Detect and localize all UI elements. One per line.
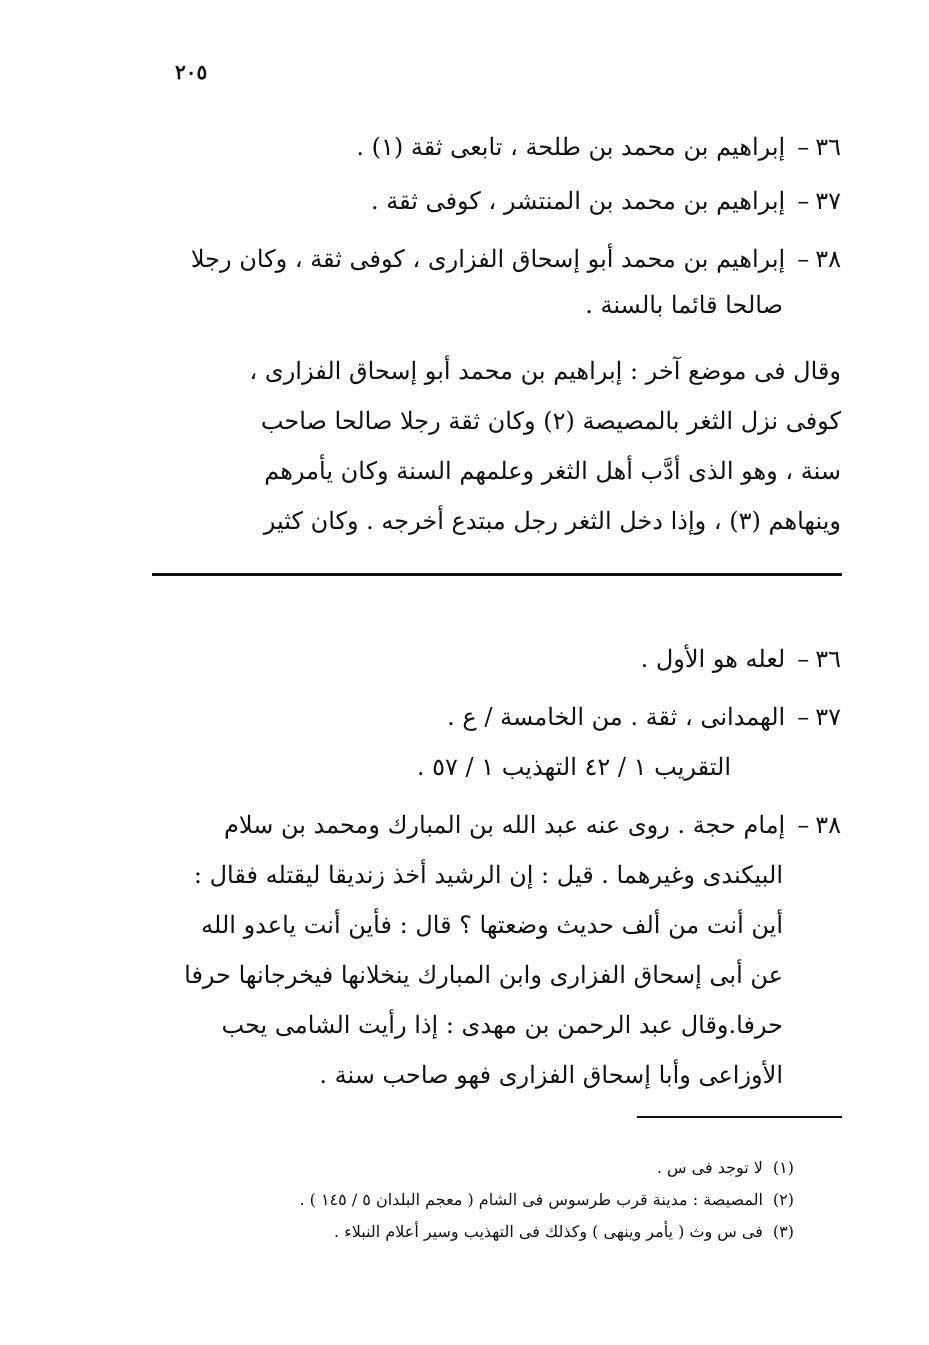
paragraph-line: سنة ، وهو الذى أدَّب أهل الثغر وعلمهم السنة وكان يأمرهم — [264, 457, 841, 485]
footnote-number: (٣) — [772, 1222, 794, 1241]
entry-text: إبراهيم بن محمد أبو إسحاق الفزارى ، كوفى ثقة ، وكان رجلا — [190, 245, 786, 273]
paragraph-line: كوفى نزل الثغر بالمصيصة (٢) وكان ثقة رجلا صالحا صاحب — [260, 407, 841, 435]
comment-dash: – — [797, 645, 810, 673]
section-divider — [152, 573, 842, 576]
page-number: ٢٠٥ — [175, 60, 208, 84]
comment-text: إمام حجة . روى عنه عبد الله بن المبارك ومحمد بن سلام — [224, 811, 786, 839]
comment-number: ٣٨ — [815, 811, 841, 839]
entry-text: إبراهيم بن محمد بن طلحة ، تابعى ثقة (١) . — [356, 133, 786, 161]
entry-38 — [141, 236, 841, 328]
footnote-2 — [154, 1184, 794, 1216]
comment-text: الهمدانى ، ثقة . من الخامسة / ع . — [447, 703, 786, 731]
comment-line: عن أبى إسحاق الفزارى وابن المبارك ينخلانها فيخرجانها حرفا — [184, 961, 783, 989]
footnote-number: (١) — [772, 1158, 794, 1177]
entry-text: إبراهيم بن محمد بن المنتشر ، كوفى ثقة . — [370, 187, 786, 215]
footnote-text: فى س وث ( يأمر وينهى ) وكذلك فى التهذيب وسير أعلام النبلاء . — [334, 1222, 763, 1241]
footnote-3 — [154, 1216, 794, 1248]
comment-dash: – — [797, 811, 810, 839]
body-paragraph — [141, 346, 841, 546]
comment-37 — [141, 692, 841, 792]
comment-number: ٣٦ — [815, 645, 841, 673]
footnote-text: المصيصة : مدينة قرب طرسوس فى الشام ( معجم البلدان ٥ / ١٤٥ ) . — [299, 1190, 763, 1209]
entry-36 — [141, 124, 841, 170]
entry-number: ٣٦ — [815, 133, 841, 161]
footnote-divider — [637, 1116, 842, 1118]
entry-37 — [141, 178, 841, 224]
comment-line: الأوزاعى وأبا إسحاق الفزارى فهو صاحب سنة . — [319, 1061, 783, 1089]
entry-dash: – — [797, 245, 810, 273]
entry-number: ٣٨ — [815, 245, 841, 273]
footnote-1 — [154, 1152, 794, 1184]
comment-text: لعله هو الأول . — [640, 645, 786, 673]
comment-line: البيكندى وغيرهما . قيل : إن الرشيد أخذ زنديقا ليقتله فقال : — [193, 861, 783, 889]
paragraph-line: وقال فى موضع آخر : إبراهيم بن محمد أبو إسحاق الفزارى ، — [249, 357, 841, 385]
entry-dash: – — [797, 187, 810, 215]
comment-reference: التقريب ١ / ٤٢ التهذيب ١ / ٥٧ . — [416, 753, 731, 781]
footnotes — [154, 1152, 794, 1248]
paragraph-line: وينهاهم (٣) ، وإذا دخل الثغر رجل مبتدع أخرجه . وكان كثير — [263, 507, 841, 535]
entry-dash: – — [797, 133, 810, 161]
entry-number: ٣٧ — [815, 187, 841, 215]
footnote-text: لا توجد فى س . — [656, 1158, 763, 1177]
comment-line: أين أنت من ألف حديث وضعتها ؟ قال : فأين أنت ياعدو الله — [201, 911, 783, 939]
comment-38 — [141, 800, 841, 1100]
footnote-number: (٢) — [772, 1190, 794, 1209]
comment-dash: – — [797, 703, 810, 731]
comment-36 — [141, 634, 841, 684]
entry-text-continuation: صالحا قائما بالسنة . — [585, 291, 783, 319]
comment-line: حرفا.وقال عبد الرحمن بن مهدى : إذا رأيت الشامى يحب — [221, 1011, 783, 1039]
comment-number: ٣٧ — [815, 703, 841, 731]
